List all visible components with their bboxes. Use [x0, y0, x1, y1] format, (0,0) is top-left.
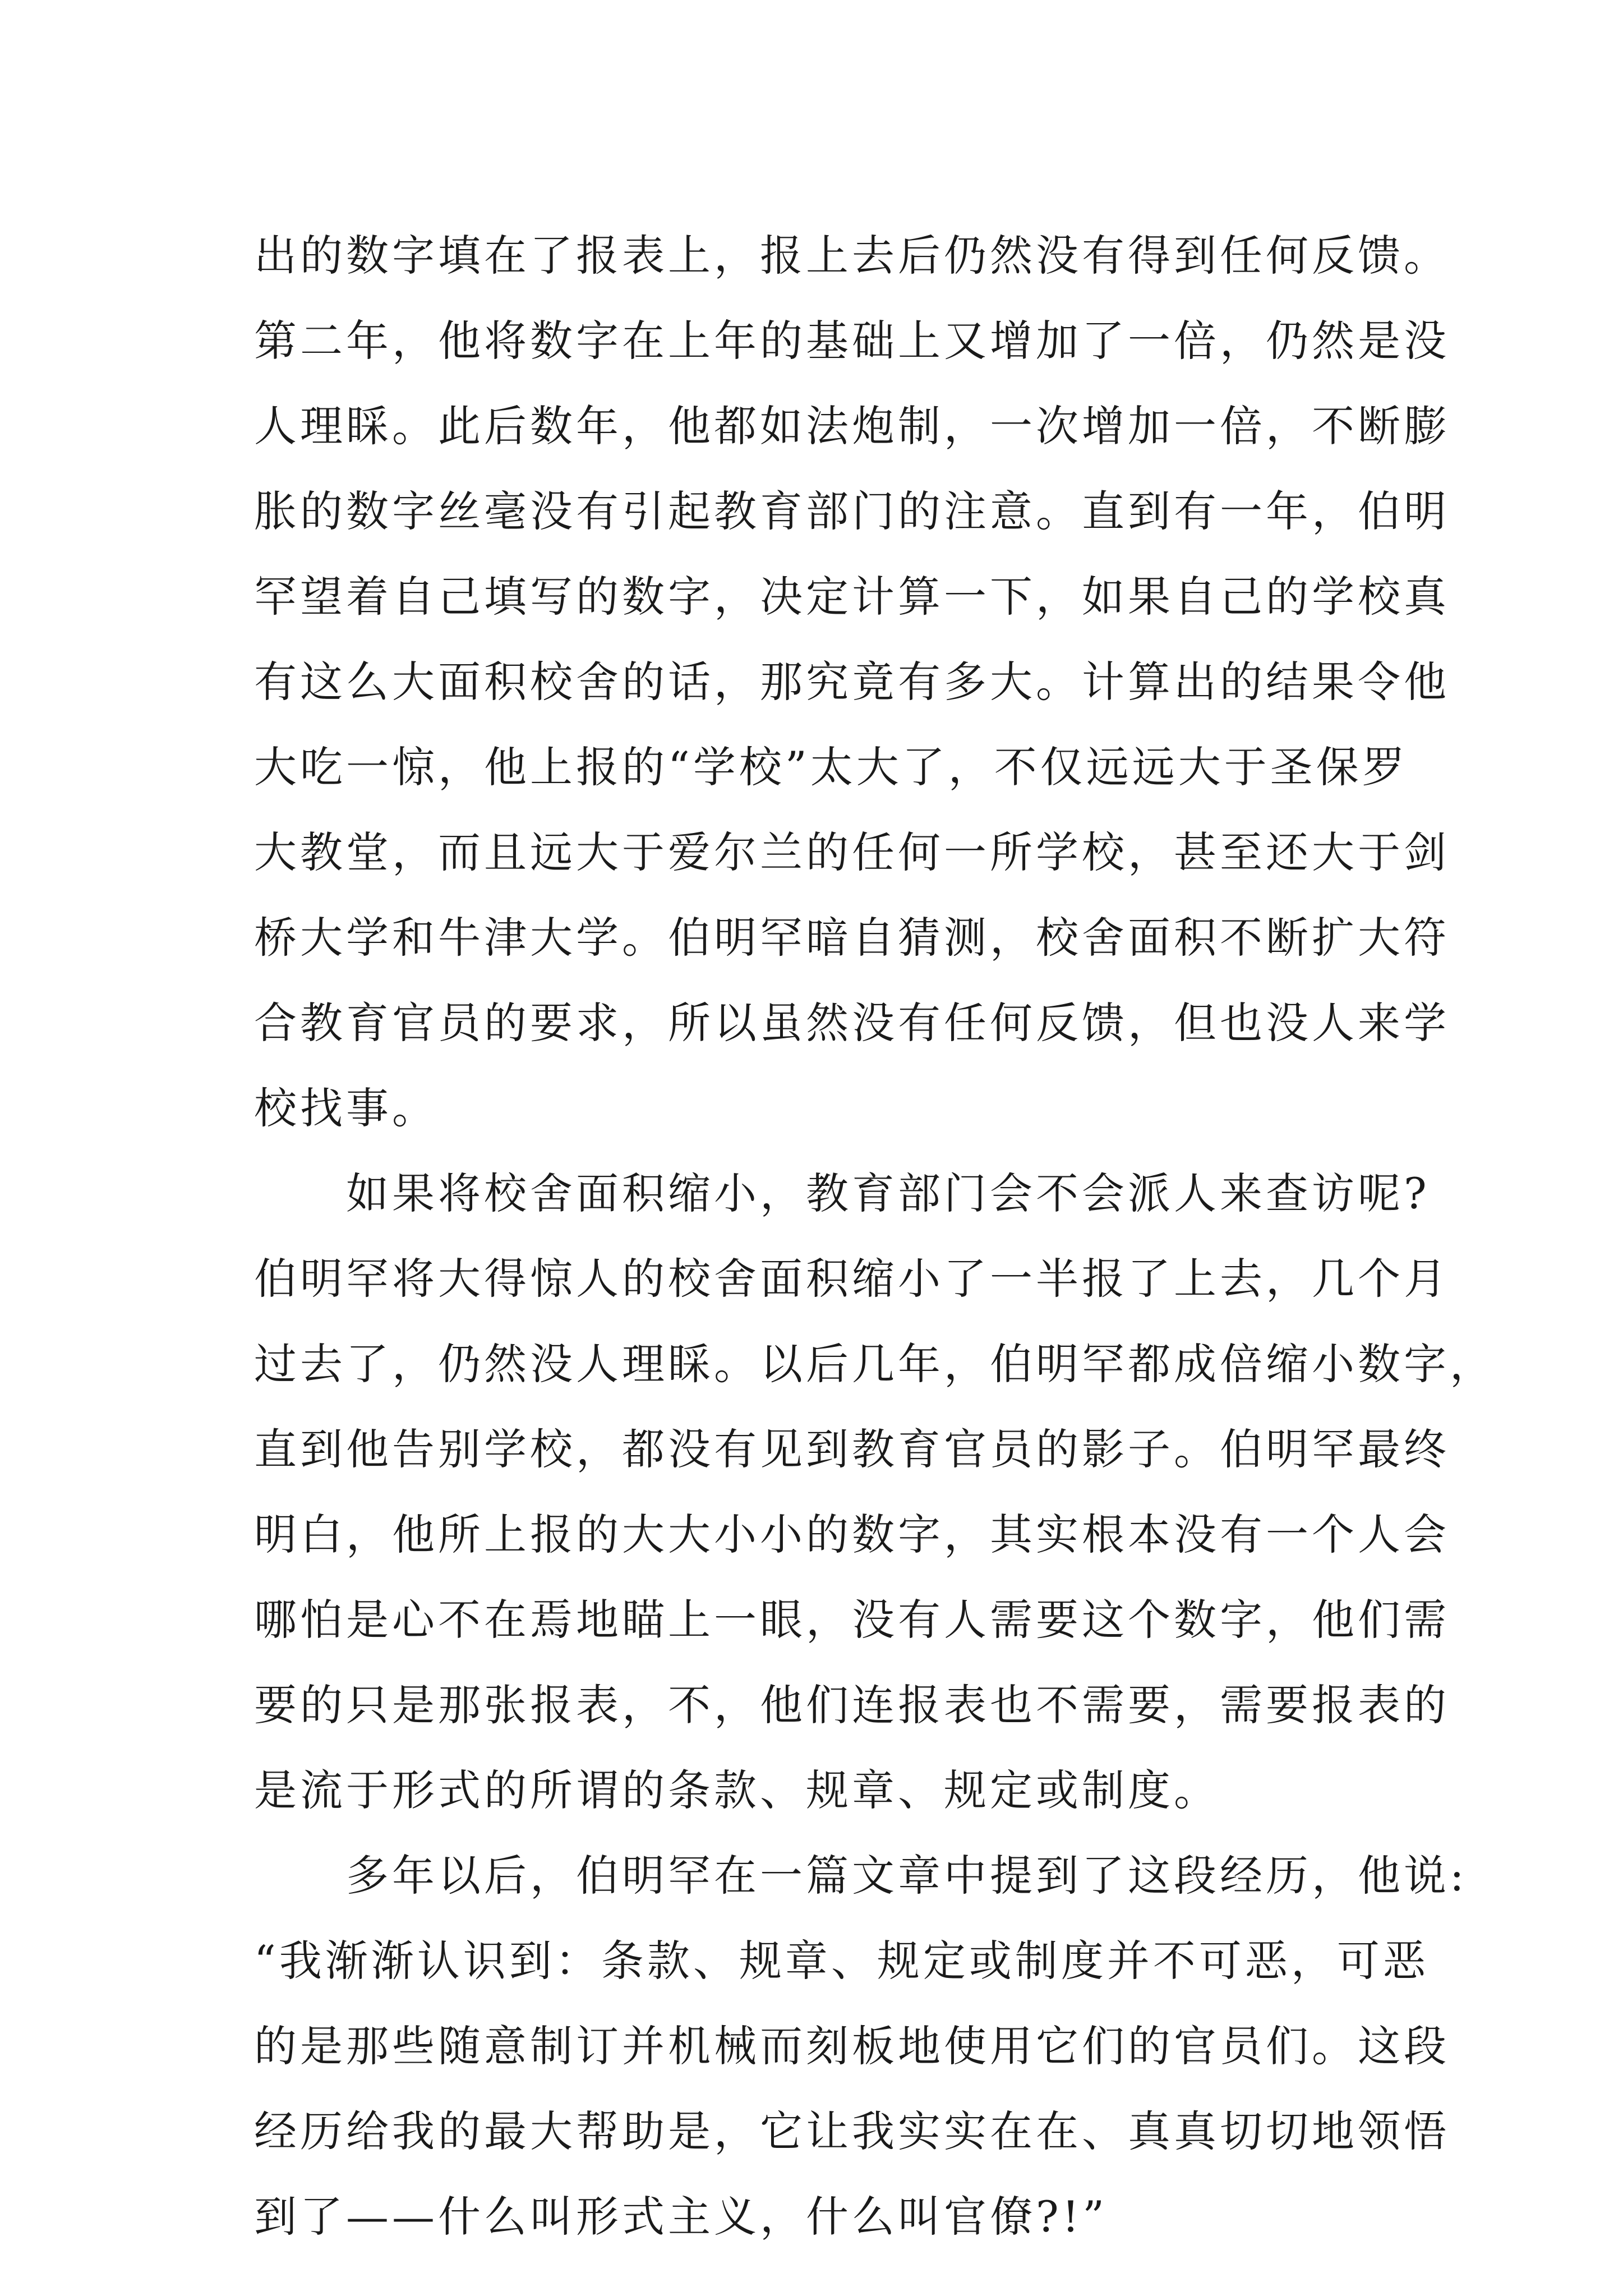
text-line: 是流于形式的所谓的条款、规章、规定或制度。	[254, 1765, 1220, 1815]
text-line: 合教育官员的要求，所以虽然没有任何反馈，但也没人来学	[254, 998, 1450, 1048]
text-line: “我渐渐认识到：条款、规章、规定或制度并不可恶，可恶	[254, 1936, 1429, 1986]
text-line: 经历给我的最大帮助是，它让我实实在在、真真切切地领悟	[254, 2106, 1450, 2156]
text-line: 明白，他所上报的大大小小的数字，其实根本没有一个人会	[254, 1510, 1450, 1559]
text-line: 大教堂，而且远大于爱尔兰的任何一所学校，甚至还大于剑	[254, 827, 1450, 877]
text-line: 桥大学和牛津大学。伯明罕暗自猜测，校舍面积不断扩大符	[254, 913, 1450, 963]
text-line: 胀的数字丝毫没有引起教育部门的注意。直到有一年，伯明	[254, 486, 1450, 536]
text-line: 第二年，他将数字在上年的基础上又增加了一倍，仍然是没	[254, 316, 1450, 366]
text-line: 罕望着自己填写的数字，决定计算一下，如果自己的学校真	[254, 572, 1450, 622]
text-line: 有这么大面积校舍的话，那究竟有多大。计算出的结果令他	[254, 657, 1450, 707]
text-line: 哪怕是心不在焉地瞄上一眼，没有人需要这个数字，他们需	[254, 1595, 1450, 1645]
text-line: 到了——什么叫形式主义，什么叫官僚?!”	[254, 2192, 1108, 2242]
text-line: 要的只是那张报表，不，他们连报表也不需要，需要报表的	[254, 1680, 1450, 1730]
body-text	[254, 213, 1496, 2260]
text-line: 如果将校舍面积缩小，教育部门会不会派人来查访呢?	[254, 1168, 1430, 1218]
text-line: 过去了，仍然没人理睬。以后几年，伯明罕都成倍缩小数字，	[254, 1339, 1496, 1389]
text-line: 伯明罕将大得惊人的校舍面积缩小了一半报了上去，几个月	[254, 1254, 1450, 1304]
text-line: 校找事。	[254, 1083, 438, 1133]
text-line: 直到他告别学校，都没有见到教育官员的影子。伯明罕最终	[254, 1424, 1450, 1474]
text-line: 多年以后，伯明罕在一篇文章中提到了这段经历，他说:	[254, 1851, 1468, 1901]
text-line: 的是那些随意制订并机械而刻板地使用它们的官员们。这段	[254, 2021, 1450, 2071]
text-line: 人理睬。此后数年，他都如法炮制，一次增加一倍，不断膨	[254, 401, 1450, 451]
text-line: 大吃一惊，他上报的“学校”太大了，不仅远远大于圣保罗	[254, 742, 1408, 792]
text-line: 出的数字填在了报表上，报上去后仍然没有得到任何反馈。	[254, 231, 1450, 280]
